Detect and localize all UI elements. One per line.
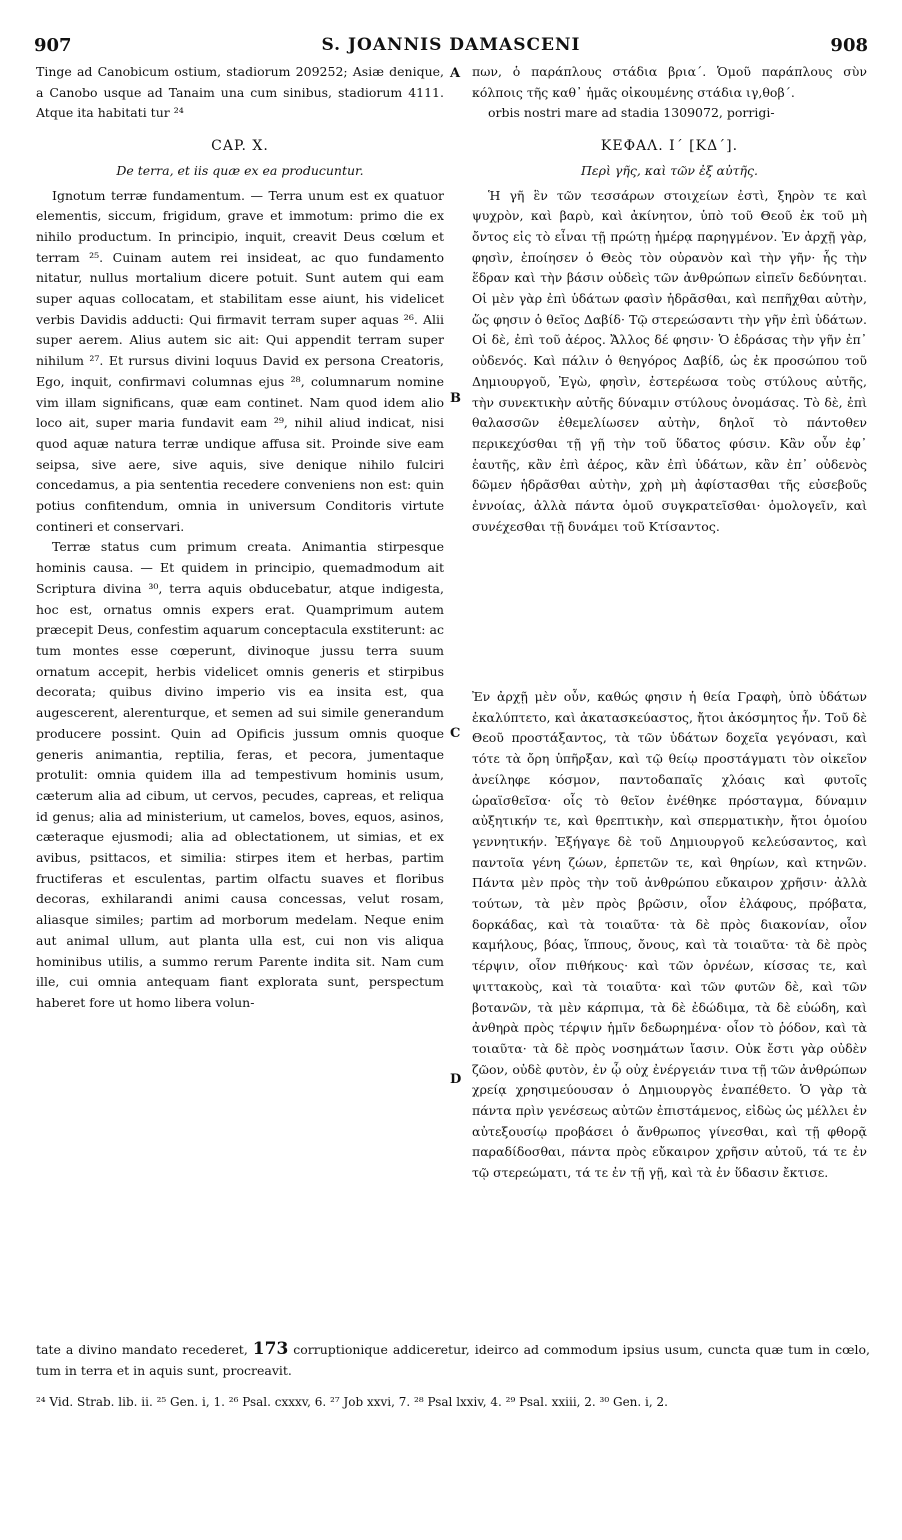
bottom-text-before: tate a divino mandato recederet,	[36, 1342, 248, 1357]
latin-paragraph-1: Ignotum terræ fundamentum. — Terra unum est ex quatuor elementis, siccum, frigidum, grave et immotum: primo die ex nihilo productum. In principio, inquit, creavit Deus cœlum et terram ²⁵. Cuinam autem rei insideat, ac quo fundamento nitatur, nullus mortalium dicere potuit. Sunt autem qui eam super aquas collocatam, et stabilitam esse aiunt, his videlicet verbis Davidis adducti: Qui firmavit terram super aquas ²⁶. Alii super aerem. Alius autem sic ait: Qui appendit terram super nihilum ²⁷. Et rursus divini loquus David ex persona Creatoris, Ego, inquit, confirmavi columnas ejus ²⁸, columnarum nomine vim illam significans, quæ eam continet. Nam quod idem alio loco ait, super maria fundavit eam ²⁹, nihil aliud indicat, nisi quod aquæ natura terræ undique affusa sit. Proinde sive eam seipsa, sive aere, sive aquis, sive denique nihilo fulciri concedamus, a pia sententia recedere conveniens non est: quin potius confitendum, omnia in universum Conditoris virtute contineri et conservari.	[36, 187, 444, 534]
greek-paragraph-1: Ἡ γῆ ἓν τῶν τεσσάρων στοιχείων ἐστὶ, ξηρὸν τε καὶ ψυχρὸν, καὶ βαρὺ, καὶ ἀκίνητον, ὑπὸ τοῦ Θεοῦ ἐκ τοῦ μὴ ὄντος εἰς τὸ εἶναι τῇ πρώτῃ ἡμέρᾳ παρηγμένον. Ἐν ἀρχῇ γὰρ, φησὶν, ἐποίησεν ὁ Θεὸς τὸν οὐρανὸν καὶ τὴν γῆν· ἧς τὴν ἕδραν καὶ τὴν βάσιν οὐδεὶς τῶν ἀνθρώπων εἰπεῖν δεδύνηται. Οἱ μὲν γὰρ ἐπὶ ὑδάτων φασὶν ἡδρᾶσθαι, καὶ πεπῆχθαι αὐτὴν, ὥς φησιν ὁ θεῖος Δαβίδ· Τῷ στερεώσαντι τὴν γῆν ἐπὶ ὑδάτων. Οἱ δὲ, ἐπὶ τοῦ ἀέρος. Ἄλλος δέ φησιν· Ὁ ἑδράσας τὴν γῆν ἐπ᾽ οὐδενός. Καὶ πάλιν ὁ θεηγόρος Δαβίδ, ὡς ἐκ προσώπου τοῦ Δημιουργοῦ, Ἐγὼ, φησὶν, ἐστερέωσα τοὺς στύλους αὐτῆς, τὴν συνεκτικὴν αὐτῆς δύναμιν στύλους ὀνομάσας. Τὸ δὲ, ἐπὶ θαλασσῶν ἐθεμελίωσεν αὐτὴν, δηλοῖ τὸ πάντοθεν περικεχύσθαι τῇ γῇ τὴν τοῦ ὕδατος φύσιν. Κἂν οὖν ἐφ᾽ ἑαυτῆς, κἂν ἐπὶ ἀέρος, κἂν ἐπὶ ὑδάτων, κἂν ἐπ᾽ οὐδενὸς δῶμεν ἡδρᾶσθαι αὐτὴν, χρὴ μὴ ἀφίστασθαι τῆς εὐσεβοῦς ἐννοίας, ἀλλὰ πάντα ὁμοῦ συγκρατεῖσθαι· ὁμολογεῖν, καὶ συνέχεσθαι τῇ δυνάμει τοῦ Κτίσαντος.	[472, 187, 867, 534]
greek-column-top	[472, 62, 867, 537]
page-number-right: 908	[830, 35, 868, 56]
greek-column-bottom	[472, 687, 867, 1184]
greek-paragraph-2: Ἐν ἀρχῇ μὲν οὖν, καθώς φησιν ἡ θεία Γραφὴ, ὑπὸ ὑδάτων ἐκαλύπτετο, καὶ ἀκατασκεύαστος, ἤτοι ἀκόσμητος ἦν. Τοῦ δὲ Θεοῦ προστάξαντος, τὰ τῶν ὑδάτων δοχεῖα γεγόνασι, καὶ τότε τὰ ὄρη ὑπῆρξαν, καὶ τῷ θείῳ προστάγματι τὸν οἰκεῖον ἀνείληφε κόσμον, παντοδαπαῖς χλόαις καὶ φυτοῖς ὡραϊσθεῖσα· οἷς τὸ θεῖον ἐνέθηκε πρόσταγμα, δύναμιν αὐξητικήν τε, καὶ θρεπτικὴν, καὶ σπερματικὴν, ἤτοι ὁμοίου γεννητικήν. Ἐξήγαγε δὲ τοῦ Δημιουργοῦ κελεύσαντος, καὶ παντοῖα γένη ζώων, ἑρπετῶν τε, καὶ θηρίων, καὶ κτηνῶν. Πάντα μὲν πρὸς τὴν τοῦ ἀνθρώπου εὔκαιρον χρῆσιν· ἀλλὰ τούτων, τὰ μὲν πρὸς βρῶσιν, οἷον ἐλάφους, πρόβατα, δορκάδας, καὶ τὰ τοιαῦτα· τὰ δὲ πρὸς διακονίαν, οἷον καμήλους, βόας, ἵππους, ὄνους, καὶ τὰ τοιαῦτα· τὰ δὲ πρὸς τέρψιν, οἷον πιθήκους· καὶ τῶν ὀρνέων, κίσσας τε, καὶ ψιττακοὺς, καὶ τὰ τοιαῦτα· καὶ τῶν φυτῶν δὲ, καὶ τῶν βοτανῶν, τὰ μὲν κάρπιμα, τὰ δὲ ἐδώδιμα, τὰ δὲ εὐώδη, καὶ ἀνθηρὰ πρὸς τέρψιν ἡμῖν δεδωρημένα· οἷον τὸ ῥόδον, καὶ τὰ τοιαῦτα· τὰ δὲ πρὸς νοσημάτων ἴασιν. Οὐκ ἔστι γὰρ οὐδὲν ζῶον, οὐδὲ φυτὸν, ἐν ᾧ οὐχ ἐνέργειάν τινα τῇ τῶν ἀνθρώπων χρείᾳ χρησιμεύουσαν ὁ Δημιουργὸς ἐναπέθετο. Ὁ γὰρ τὰ πάντα πρὶν γενέσεως αὐτῶν ἐπιστάμενος, εἰδὼς ὡς μέλλει ἐν αὐτεξουσίῳ προβάσει ὁ ἄνθρωπος γίνεσθαι, καὶ τῇ φθορᾷ παραδίδοσθαι, πάντα πρὸς εὔκαιρον χρῆσιν αὐτοῦ, τά τε ἐν τῷ στερεώματι, τά τε ἐν τῇ γῇ, καὶ τὰ ἐν ὕδασιν ἔκτισε.	[472, 689, 867, 1181]
margin-letter-a: A	[450, 66, 461, 81]
footnotes: ²⁴ Vid. Strab. lib. ii. ²⁵ Gen. i, 1. ²⁶ Psal. cxxxv, 6. ²⁷ Job xxvi, 7. ²⁸ Psal lxxiv, 4. ²⁹ Psal. xxiii, 2. ³⁰ Gen. i, 2.	[36, 1395, 668, 1409]
margin-letter-d: D	[450, 1072, 462, 1087]
margin-letter-c: C	[450, 726, 461, 741]
greek-intro: πων, ὁ παράπλους στάδια βρια´. Ὁμοῦ παράπλους σὺν κόλποις τῆς καθ᾽ ἡμᾶς οἰκουμένης στάδια ιγ,θοβ´.	[472, 64, 867, 100]
greek-chapter-subtitle: Περὶ γῆς, καὶ τῶν ἐξ αὐτῆς.	[581, 162, 758, 178]
latin-chapter-heading: CAP. X.	[211, 138, 269, 155]
latin-column	[36, 62, 444, 1014]
page-signature-number: 173	[252, 1339, 289, 1359]
bottom-line	[36, 1339, 870, 1381]
latin-paragraph-2: Terræ status cum primum creata. Animantia stirpesque hominis causa. — Et quidem in principio, quemadmodum ait Scriptura divina ³⁰, terra aquis obducebatur, atque indigesta, hoc est, ornatus omnis expers erat. Quamprimum autem præcepit Deus, confestim aquarum conceptacula exstiterunt: ac tum montes esse cœperunt, divinoque jussu terra suum ornatum accepit, herbis videlicet omnis generis et stirpibus decorata; quibus divino imperio vis ea insita est, qua augescerent, alerenturque, et semen ad sui simile generandum producere possint. Quin ad Opificis jussum omnis quoque generis animantia, reptilia, feras, et pecora, jumentaque protulit: omnia quidem illa ad tempestivum hominis usum, cæterum alia ad cibum, ut cervos, pecudes, capreas, et reliqua id genus; alia ad ministerium, ut camelos, boves, equos, asinos, cæteraque ejusmodi; alia ad oblectationem, ut simias, et ex avibus, psittacos, et similia: stirpes item et herbas, partim fructiferas et esculentas, partim olfactu suaves et floribus decoras, exhilarandi animi causa concessas, velut rosam, aliasque similes; partim ad morborum medelam. Neque enim aut animal ullum, aut planta ulla est, cui non vis aliqua hominibus utilis, a summo rerum Parente indita sit. Nam cum ille, cui omnia antequam fiant explorata sunt, perspectum haberet fore ut homo libera volun-	[36, 539, 444, 1010]
latin-intro: Tinge ad Canobicum ostium, stadiorum 209252; Asiæ denique, a Canobo usque ad Tanaim una cum sinibus, stadiorum 4111. Atque ita habitati tur ²⁴	[36, 64, 444, 121]
greek-chapter-heading: ΚΕΦΑΛ. Ι´ [ΚΔ´].	[600, 138, 739, 155]
page-header	[28, 35, 874, 63]
margin-letter-b: B	[450, 391, 461, 406]
latin-chapter-subtitle: De terra, et iis quæ ex ea producuntur.	[116, 162, 364, 178]
page-number-left: 907	[34, 35, 72, 56]
running-head: S. JOANNIS DAMASCENI	[321, 35, 581, 55]
bottom-text-after: corruptionique addiceretur, ideirco ad commodum ipsius usum, cuncta quæ tum in cœlo, tum in terra et in aquis sunt, procreavit.	[36, 1342, 870, 1378]
greek-intro-latin-tail: orbis nostri mare ad stadia 1309072, porrigi-	[488, 105, 775, 121]
